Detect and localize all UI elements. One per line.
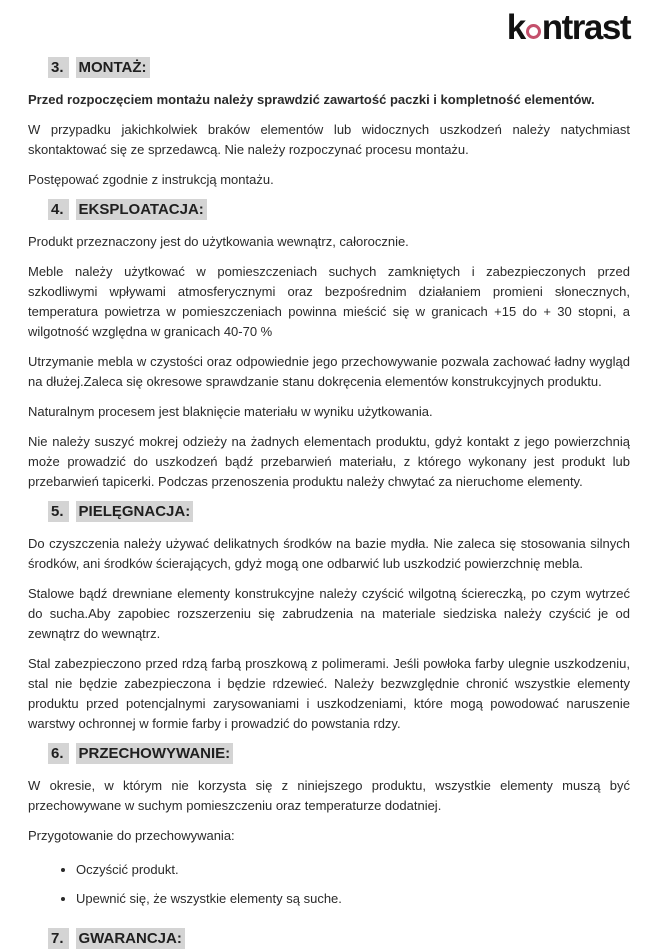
section-heading-przechowywanie <box>48 744 630 764</box>
paragraph-eksploatacja-3: Utrzymanie mebla w czystości oraz odpowiednie jego przechowywanie pozwala zachować ładny wygląd na dłużej.Zaleca się okresowe sprawdzanie stanu dokręcenia elementów konstrukcyjnych produktu. <box>28 354 630 389</box>
list-item: • Oczyścić produkt. <box>76 860 630 880</box>
paragraph-przechowywanie-2: Przygotowanie do przechowywania: <box>28 828 235 843</box>
paragraph-montaz-3: Postępować zgodnie z instrukcją montażu. <box>28 172 274 187</box>
paragraph-eksploatacja-5: Nie należy suszyć mokrej odzieży na żadnych elementach produktu, gdyż kontakt z jego powierzchnią może prowadzić do uszkodzeń bądź przebarwień materiału, z którego wykonany jest produkt lub przebarwień tapicerki. Podczas przenoszenia produktu należy chwytać za nieruchome elementy. <box>28 434 630 489</box>
paragraph-pielegnacja-1: Do czyszczenia należy używać delikatnych środków na bazie mydła. Nie zaleca się stosowania silnych środków, ani środków ścierających, gdyż mogą one odbarwić lub uszkodzić powierzchnię mebla. <box>28 536 630 571</box>
paragraph-montaz-1: Przed rozpoczęciem montażu należy sprawdzić zawartość paczki i kompletność elementów. <box>28 92 595 107</box>
logo-o-ring-icon <box>526 24 541 39</box>
paragraph-montaz-2: W przypadku jakichkolwiek braków elementów lub widocznych uszkodzeń należy natychmiast skontaktować się ze sprzedawcą. Nie należy rozpoczynać procesu montażu. <box>28 122 630 157</box>
kontrast-logo <box>507 6 630 50</box>
section-title: PIELĘGNACJA: <box>76 501 194 522</box>
section-number: 6. <box>48 743 69 764</box>
section-title: PRZECHOWYWANIE: <box>76 743 234 764</box>
section-title: GWARANCJA: <box>76 928 185 949</box>
section-heading-gwarancja <box>48 929 630 949</box>
section-heading-montaz <box>48 58 630 78</box>
list-item: • Upewnić się, że wszystkie elementy są suche. <box>76 889 630 909</box>
section-title: EKSPLOATACJA: <box>76 199 207 220</box>
section-heading-pielegnacja <box>48 502 630 522</box>
logo-text-before: k <box>506 8 525 47</box>
logo-text-after: ntrast <box>541 8 630 47</box>
section-number: 7. <box>48 928 69 949</box>
section-number: 3. <box>48 57 69 78</box>
paragraph-eksploatacja-1: Produkt przeznaczony jest do użytkowania wewnątrz, całorocznie. <box>28 234 409 249</box>
paragraph-pielegnacja-2: Stalowe bądź drewniane elementy konstrukcyjne należy czyścić wilgotną ściereczką, po czym wytrzeć do sucha.Aby zapobiec rozszerzeniu się zabrudzenia na materiale siedziska należy czyścić je od zewnątrz do wewnątrz. <box>28 586 630 641</box>
paragraph-pielegnacja-3: Stal zabezpieczono przed rdzą farbą proszkową z polimerami. Jeśli powłoka farby ulegnie uszkodzeniu, stal nie będzie zabezpieczona i będzie rdzewieć. Należy bezwzględnie chronić wszystkie elementy produktu przed potencjalnymi zarysowaniami i uszkodzeniami, które mogą powodować naruszenie warstwy ochronnej w formie farby i prowadzić do powstania rdzy. <box>28 656 630 731</box>
section-number: 4. <box>48 199 69 220</box>
paragraph-przechowywanie-1: W okresie, w którym nie korzysta się z niniejszego produktu, wszystkie elementy muszą być przechowywane w suchym pomieszczeniu oraz temperaturze dodatniej. <box>28 778 630 813</box>
logo-row <box>28 6 630 50</box>
section-heading-eksploatacja <box>48 200 630 220</box>
storage-preparation-list <box>60 860 630 909</box>
paragraph-eksploatacja-4: Naturalnym procesem jest blaknięcie materiału w wyniku użytkowania. <box>28 404 433 419</box>
section-number: 5. <box>48 501 69 522</box>
paragraph-eksploatacja-2: Meble należy użytkować w pomieszczeniach suchych zamkniętych i zabezpieczonych przed szkodliwymi wpływami atmosferycznymi oraz bezpośrednim działaniem promieni słonecznych, temperatura powietrza w pomieszczeniach powinna mieścić się w granicach +15 do + 30 stopni, a wilgotność względna w granicach 40-70 % <box>28 264 630 339</box>
section-title: MONTAŻ: <box>76 57 150 78</box>
